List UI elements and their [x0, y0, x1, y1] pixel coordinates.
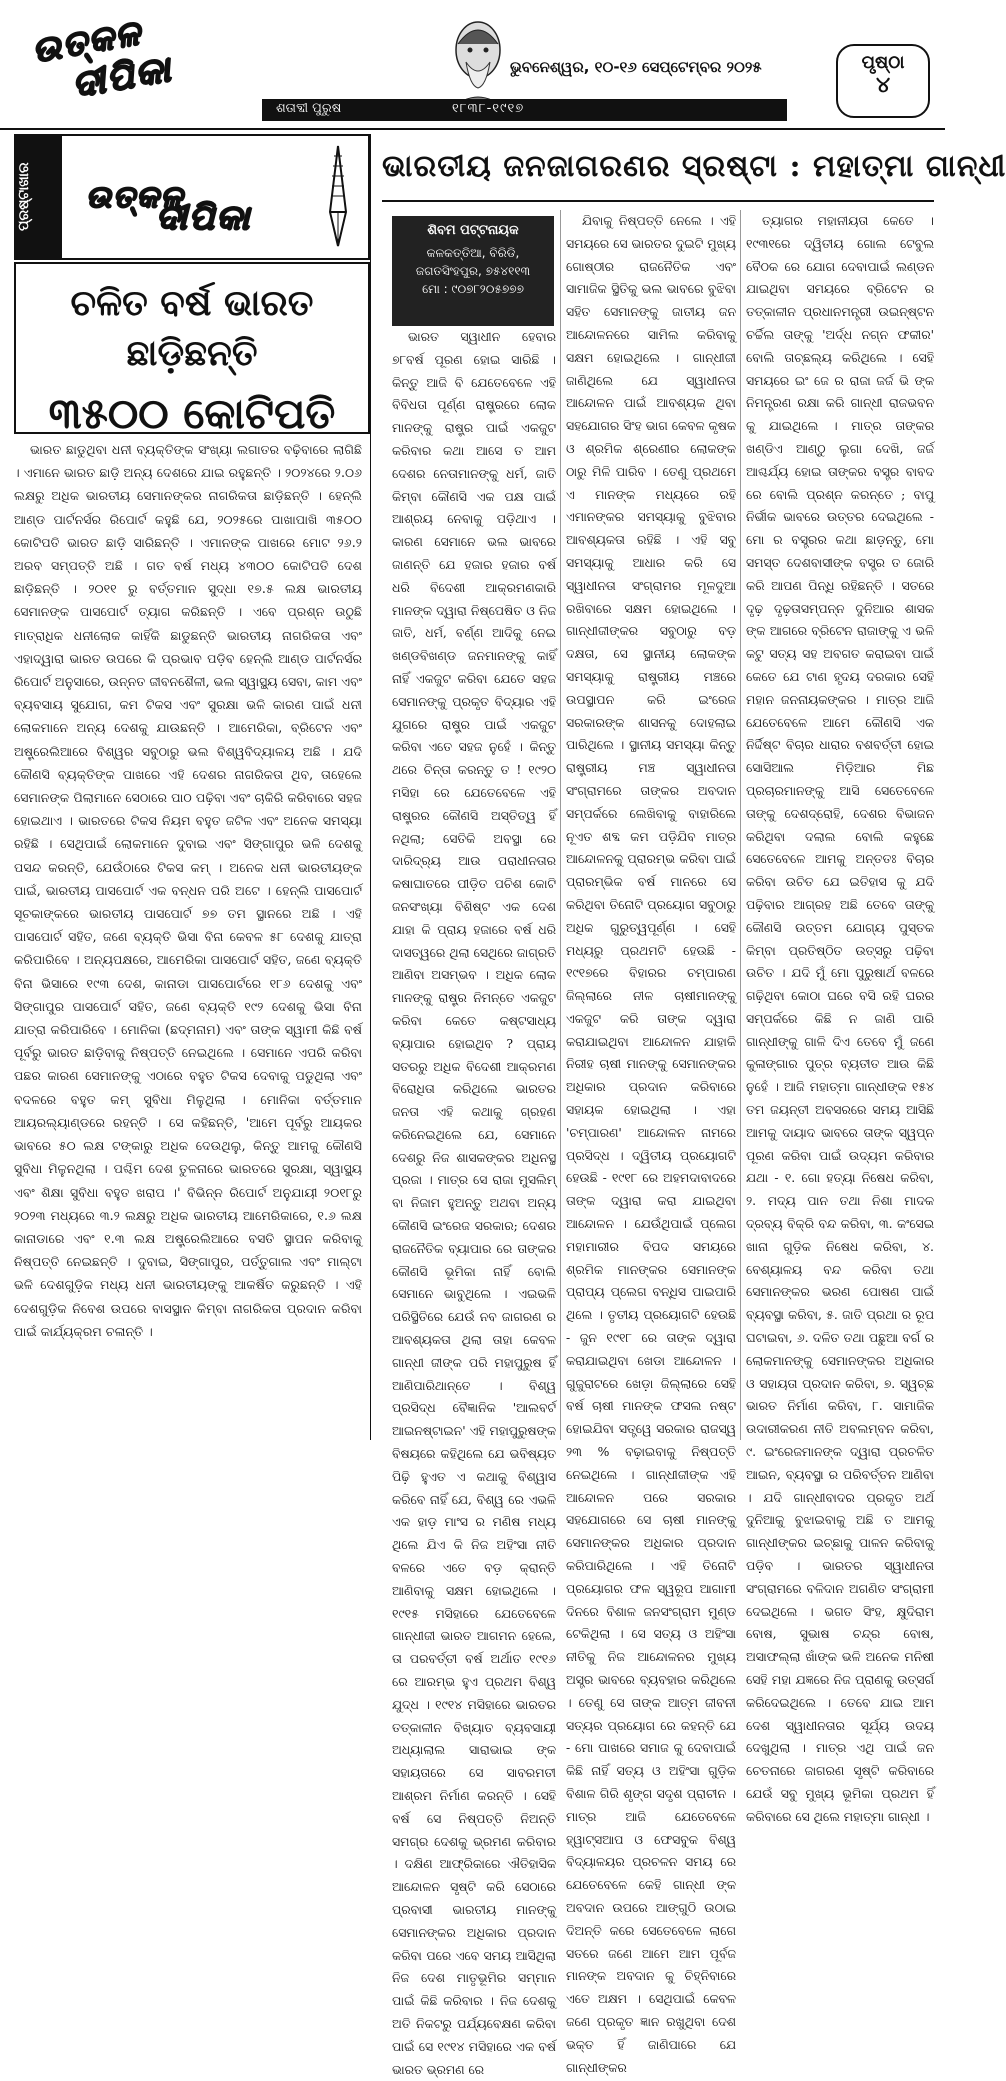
section-logo-line1: ଉତ୍କଳ — [86, 180, 185, 215]
left-headline-line1: ଚଳିତ ବର୍ଷ ଭାରତ ଛାଡ଼ିଛନ୍ତି — [70, 282, 314, 374]
dateline: ଭୁବନେଶ୍ୱର, ୧୦-୧୬ ସେପ୍ଟେମ୍ବର ୨୦୨୫ — [510, 58, 762, 76]
main-article-col2-text: ଯିବାକୁ ନିଷ୍ପତ୍ତି ନେଲେ । ଏହି ସମୟରେ ସେ ଭାରତର ଦୁଇଟି ମୁଖ୍ୟ ଗୋଷ୍ଠୀର ରାଜନୈତିକ ଏବଂ ସାମାଜିକ ସ୍ଥିତିକୁ ଭଲ ଭାବରେ ବୁଝିବା ସହିତ ସେମାନଙ୍କୁ ଜାତୀୟ ଜନ ଆନ୍ଦୋଳନରେ ସାମିଲ କରିବାକୁ ସକ୍ଷମ ହୋଇଥିଲେ । ଗାନ୍ଧୀଜୀ ଜାଣିଥିଲେ ଯେ ସ୍ୱାଧୀନତା ଆନ୍ଦୋଳନ ପାଇଁ ଆବଶ୍ୟକ ଥିବା ସହଯୋଗର ସିଂହ ଭାଗ କେବଳ କୃଷକ ଓ ଶ୍ରମିକ ଶ୍ରେଣୀର ଲୋକଙ୍କ ଠାରୁ ମିଳି ପାରିବ । ତେଣୁ ପ୍ରଥମେ ଏ ମାନଙ୍କ ମଧ୍ୟରେ ରହି ଏମାନଙ୍କର ସମସ୍ୟାକୁ ବୁଝିବାର ଆବଶ୍ୟକତା ରହିଛି । ଏହି ସବୁ ସମସ୍ୟାକୁ ଆଧାର କରି ସେ ସ୍ୱାଧୀନତା ସଂଗ୍ରାମର ମୂଳଦୁଆ ରଖିବାରେ ସକ୍ଷମ ହୋଇଥିଲେ । ଗାନ୍ଧୀଜୀଙ୍କର ସବୁଠାରୁ ବଡ଼ ଦକ୍ଷତା, ସେ ସ୍ଥାନୀୟ ଲୋକଙ୍କ ସମସ୍ୟାକୁ ରାଷ୍ଟ୍ରୀୟ ମଞ୍ଚରେ ଉପସ୍ଥାପନ କରି ଇଂରେଜ ସରକାରଙ୍କ ଶାସନକୁ ଦୋହଲାଇ ପାରିଥିଲେ । ସ୍ଥାନୀୟ ସମସ୍ୟା କିନ୍ତୁ ରାଷ୍ଟ୍ରୀୟ ମଞ୍ଚ ସ୍ୱାଧୀନତା ସଂଗ୍ରାମରେ ତାଙ୍କର ଅବଦାନ ସମ୍ପର୍କରେ ଲେଖିବାକୁ ବାହାରିଲେ ନୂଏତ ଶବ୍ଦ କମ ପଡ଼ିଯିବ ମାତ୍ର ଆନ୍ଦୋଳନକୁ ପ୍ରାରମ୍ଭ କରିବା ପାଇଁ ପ୍ରାରମ୍ଭିକ ବର୍ଷ ମାନରେ ସେ କରିଥିବା ତିନୋଟି ପ୍ରୟୋଗ ସବୁଠାରୁ ଅଧିକ ଗୁରୁତ୍ୱପୂର୍ଣ୍ଣ । ସେହି ମଧ୍ୟରୁ ପ୍ରଥମଟି ହେଉଛି - ୧୯୧୭ରେ ବିହାରର ଚମ୍ପାରଣ ଜିଲ୍ଲାରେ ନୀଳ ଚାଷୀମାନଙ୍କୁ ଏକଜୁଟ କରି ତାଙ୍କ ଦ୍ୱାରା କରାଯାଇଥିବା ଆନ୍ଦୋଳନ ଯାହାକି ନିରୀହ ଚାଷୀ ମାନଙ୍କୁ ସେମାନଙ୍କର ଅଧିକାର ପ୍ରଦାନ କରିବାରେ ସହାୟକ ହୋଇଥିଲା । ଏହା 'ଚମ୍ପାରଣ' ଆନ୍ଦୋଳନ ନାମରେ ପ୍ରସିଦ୍ଧ । ଦ୍ୱିତୀୟ ପ୍ରୟୋଗଟି ହେଉଛି - ୧୯୧୮ ରେ ଅହମଦାବାଦରେ ତାଙ୍କ ଦ୍ୱାରା କରା ଯାଇଥିବା ଆନ୍ଦୋଳନ । ଯେଉଁଥିପାଇଁ ପ୍ଲେଗ ମହାମାରୀର ବିପଦ ସମୟରେ ଶ୍ରମିକ ମାନଙ୍କର ସେମାନଙ୍କ ପ୍ରାପ୍ୟ ପ୍ଲେଗ ବନ୍ଧିସ ପାଇପାରି ଥିଲେ । ତୃତୀୟ ପ୍ରୟୋଗଟି ହେଉଛି - ଜୁନ ୧୯୧୮ ରେ ତାଙ୍କ ଦ୍ୱାରା କରାଯାଇଥିବା ଖେଡା ଆନ୍ଦୋଳନ । ଗୁଜୁରାଟରେ ଖେଡ଼ା ଜିଲ୍ଲାରେ ସେହି ବର୍ଷ ଚାଷୀ ମାନଙ୍କ ଫସଲ ନଷ୍ଟ ହୋଇଯିବା ସତ୍ତ୍ୱେ ସରକାର ରାଜସ୍ୱ ୨୩ % ବଢ଼ାଇବାକୁ ନିଷ୍ପତ୍ତି ନେଇଥିଲେ । ଗାନ୍ଧୀଜୀଙ୍କ ଏହି ଆନ୍ଦୋଳନ ପରେ ସରକାର ସହଯୋଗରେ ସେ ଚାଷୀ ମାନଙ୍କୁ ସେମାନଙ୍କର ଅଧିକାର ପ୍ରଦାନ କରିପାରିଥିଲେ । ଏହି ତିନୋଟି ପ୍ରୟୋଗର ଫଳ ସ୍ୱରୂପ ଆଗାମୀ ଦିନରେ ବିଶାଳ ଜନସଂଗ୍ରାମ ମୁଣ୍ଡ ଟେକିଥିଲା । ସେ ସତ୍ୟ ଓ ଅହିଂସା ନୀତିକୁ ନିଜ ଆନ୍ଦୋଳନର ମୁଖ୍ୟ ଅସ୍ତ୍ର ଭାବରେ ବ୍ୟବହାର କରିଥିଲେ । ତେଣୁ ସେ ତାଙ୍କ ଆତ୍ମ ଜୀବନୀ ସତ୍ୟର ପ୍ରୟୋଗ ରେ କହନ୍ତି ଯେ - ମୋ ପାଖରେ ସମାଜ କୁ ଦେବାପାଇଁ କିଛି ନାହିଁ ସତ୍ୟ ଓ ଅହିଂସା ଗୁଡ଼ିକ ବିଶାଳ ଗିରି ଶୃଙ୍ଗ ସଦୃଶ ପ୍ରାଚୀନ । ମାତ୍ର ଆଜି ଯେତେବେଳେ ହ୍ୱାଟ୍ସଆପ ଓ ଫେସବୁକ ବିଶ୍ୱ ବିଦ୍ୟାଳୟର ପ୍ରଚଳନ ସମୟ ରେ ଯେତେବେଳେ କେହି ଗାନ୍ଧୀ ଙ୍କ ଅବଦାନ ଉପରେ ଆଙ୍ଗୁଠି ଉଠାଇ ଦିଅନ୍ତି କରେ ସେତେବେଳେ ଲାଗେ ସତରେ ଜଣେ ଆମେ ଆମ ପୂର୍ବଜ ମାନଙ୍କ ଅବଦାନ କୁ ଚିହ୍ନିବାରେ ଏତେ ଅକ୍ଷମ । ସେଥିପାଇଁ କେବଳ ଜଣେ ପ୍ରକୃତ ଜ୍ଞାନ ରଖୁଥିବା ଦେଶ ଭକ୍ତ ହିଁ ଜାଣିପାରେ ଯେ ଗାନ୍ଧୀଙ୍କର — [566, 213, 736, 2075]
author-box — [392, 216, 554, 326]
masthead-logo — [12, 14, 247, 118]
tagline-left: ଶତାବ୍ଦୀ ପୁରୁଷ — [276, 101, 342, 116]
tagline-bar — [262, 99, 787, 121]
section-logo-line2: ଦୀପିକା — [156, 198, 252, 238]
page-number: ୪ — [875, 73, 891, 98]
fountain-pen-icon — [316, 142, 360, 252]
section-header — [14, 134, 370, 260]
column-divider — [370, 134, 371, 1440]
main-article-col3-text: ତ୍ୟାଗର ମହାନୀୟତା କେତେ । ୧୯୩୧ରେ ଦ୍ୱିତୀୟ ଗୋଲ ଟେବୁଲ ବୈଠକ ରେ ଯୋଗ ଦେବାପାଇଁ ଲଣ୍ଡନ ଯାଇଥିବା ସମୟରେ ବ୍ରିଟେନ ର ତତ୍କାଳୀନ ପ୍ରଧାନମନ୍ତ୍ରୀ ଉଇନ୍‌ଷ୍ଟନ ଚର୍ଚ୍ଚିଲ ତାଙ୍କୁ 'ଅର୍ଦ୍ଧ ନଗ୍ନ ଫକୀର' ବୋଲି ତାଚ୍ଛଲ୍ୟ କରିଥିଲେ । ସେହି ସମୟରେ ଇଂ ଜେ ର ରାଜା ଜର୍ଜ ଭି ଙ୍କ ନିମନ୍ତ୍ରଣ ରକ୍ଷା କରି ଗାନ୍ଧୀ ରାଜଭବନ କୁ ଯାଇଥିଲେ । ମାତ୍ର ତାଙ୍କର ଖଣ୍ଡିଏ ଆଣ୍ଠୁ ଲୁଗା ଦେଖି, ଜର୍ଜ ଆଶ୍ଚର୍ଯ୍ୟ ହୋଇ ତାଙ୍କର ବସ୍ତ୍ର ବାବଦ ରେ ବୋଲି ପ୍ରଶ୍ନ କରନ୍ତେ ; ବାପୁ ନିର୍ଭୀକ ଭାବରେ ଉତ୍ତର ଦେଇଥିଲେ - ମୋ ର ବସ୍ତ୍ରର କଥା ଛାଡ଼ନ୍ତୁ, ମୋ ସମସ୍ତ ଦେଶବାସୀଙ୍କ ବସ୍ତ୍ର ତ ଜୋରି କରି ଆପଣ ପିନ୍ଧି ରହିଛନ୍ତି । ସତରେ ଦୃଢ଼ ଦୃଢ଼ତାସମ୍ପନ୍ନ ଦୁନିଆର ଶାସକ ଙ୍କ ଆଗରେ ବ୍ରିଟେନ ରାଜାଙ୍କୁ ଏ ଭଳି କଟୁ ସତ୍ୟ ସହ ଅବଗତ କରାଇବା ପାଇଁ କେତେ ଯେ ଟାଣ ହୃଦୟ ଦରକାର ସେହି ମହାନ ଜନନାୟକଙ୍କର । ମାତ୍ର ଆଜି ଯେତେବେଳେ ଆମେ କୌଣସି ଏକ ନିର୍ଦ୍ଦିଷ୍ଟ ବିଚାର ଧାରାର ବଶବର୍ତ୍ତୀ ହୋଇ ସୋସିଆଲ ମିଡ଼ିଆର ମିଛ ପ୍ରଚାରମାନଙ୍କୁ ଆସି ସେତେବେଳେ ତାଙ୍କୁ ଦେଶଦ୍ରୋହି, ଦେଶର ବିଭାଜନ କରିଥିବା ଦଲାଲ ବୋଲି କହୁଛେ ସେତେବେଳେ ଆମକୁ ଅନ୍ତତଃ ବିଚାର କରିବା ଉଚିତ ଯେ ଇତିହାସ କୁ ଯଦି ପଢ଼ିବାର ଆଗ୍ରହ ଅଛି ତେବେ ତାଙ୍କୁ କୌଣସି ଉତ୍ତମ ଯୋଗ୍ୟ ପୁସ୍ତକ କିମ୍ବା ପ୍ରତିଷ୍ଠିତ ଉତ୍ସରୁ ପଢ଼ିବା ଉଚିତ । ଯଦି ମୁଁ ମୋ ପୁରୁଷାର୍ଥ ବଳରେ ଗଢ଼ିଥିବା କୋଠା ଘରେ ବସି ରହି ଘରର ସମ୍ପର୍କରେ କିଛି ନ ଜାଣି ପାରି ଗାନ୍ଧୀଙ୍କୁ ଗାଳି ଦିଏ ତେବେ ମୁଁ ଜଣେ କୁଳାଙ୍ଗାର ପୁତ୍ର ବ୍ୟତୀତ ଆଉ କିଛି ନୁହେଁ । ଆଜି ମହାତ୍ମା ଗାନ୍ଧୀଙ୍କ ୧୫୪ ତମ ଜୟନ୍ତୀ ଅବସରରେ ସମୟ ଆସିଛି ଆମକୁ ଦାୟାଦ ଭାବରେ ତାଙ୍କ ସ୍ୱପ୍ନ ପୂରଣ କରିବା ପାଇଁ ଉଦ୍ୟମ କରିବାର ଯଥା - ୧. ଗୋ ହତ୍ୟା ନିଷେଧ କରିବା, ୨. ମଦ୍ୟ ପାନ ତଥା ନିଶା ମାଦକ ଦ୍ରବ୍ୟ ବିକ୍ରି ବନ୍ଦ କରିବା, ୩. କଂସେଇ ଖାନା ଗୁଡ଼ିକ ନିଷେଧ କରିବା, ୪. ବେଶ୍ୟାଳୟ ବନ୍ଦ କରିବା ତଥା ସେମାନଙ୍କର ଭରଣ ପୋଷଣ ପାଇଁ ବ୍ୟବସ୍ଥା କରିବା, ୫. ଜାତି ପ୍ରଥା ର ରୂପ ଘଟାଇବା, ୬. ଦଳିତ ତଥା ପଛୁଆ ବର୍ଗ ର ଲୋକମାନଙ୍କୁ ସେମାନଙ୍କର ଅଧିକାର ଓ ସହାୟତା ପ୍ରଦାନ କରିବା, ୭. ସ୍ୱଚ୍ଛ ଭାରତ ନିର୍ମାଣ କରିବା, ୮. ସାମାଜିକ ଉଦାରୀକରଣ ନୀତି ଅବଲମ୍ବନ କରିବା, ୯. ଇଂରେଜମାନଙ୍କ ଦ୍ୱାରା ପ୍ରଚଳିତ ଆଇନ, ବ୍ୟବସ୍ଥା ର ପରିବର୍ତ୍ତନ ଆଣିବା । ଯଦି ଗାନ୍ଧୀବାଦର ପ୍ରକୃତ ଅର୍ଥ ଦୁନିଆକୁ ବୁଝାଇବାକୁ ଅଛି ତ ଆମକୁ ଗାନ୍ଧୀଙ୍କର ଇଚ୍ଛାକୁ ପାଳନ କରିବାକୁ ପଡ଼ିବ । ଭାରତର ସ୍ୱାଧୀନତା ସଂଗ୍ରାମରେ ବଳିଦାନ ଅଗଣିତ ସଂଗ୍ରାମୀ ଦେଇଥିଲେ । ଭଗତ ସିଂହ, କ୍ଷୁଦିରାମ ବୋଷ, ସୁଭାଷ ଚନ୍ଦ୍ର ବୋଷ, ଅସାଫଲ୍ଲା ଖାଁଙ୍କ ଭଳି ଅନେକ ମନିଷୀ ସେହି ମହା ଯଜ୍ଞରେ ନିଜ ପ୍ରାଣକୁ ଉତ୍ସର୍ଗ କରିଦେଇଥିଲେ । ତେବେ ଯାଇ ଆମ ଦେଶ ସ୍ୱାଧୀନତାର ସୂର୍ଯ୍ୟ ଉଦୟ ଦେଖୁଥିଲା । ମାତ୍ର ଏଥି ପାଇଁ ଜନ ଚେତନାରେ ଜାଗରଣ ସୃଷ୍ଟି କରିବାରେ ଯେଉଁ ସବୁ ମୁଖ୍ୟ ଭୂମିକା ପ୍ରଥମ ହିଁ କରିବାରେ ସେ ଥିଲେ ମହାତ୍ମା ଗାନ୍ଧୀ । — [746, 213, 934, 1824]
page-word: ପୃଷ୍ଠା — [861, 52, 905, 73]
portrait-image — [440, 10, 516, 110]
author-address-line2: ଜଗତସିଂହପୁର, ୭୫୪୧୧୩ — [415, 264, 531, 278]
main-article-headline: ଭାରତୀୟ ଜନଜାଗରଣର ସ୍ରଷ୍ଟା : ମହାତ୍ମା ଗାନ୍ଧୀ — [382, 134, 934, 202]
left-article-body — [14, 438, 362, 1438]
section-vertical-label: ପ୍ରଷ୍ଟାଖାର — [16, 136, 62, 258]
left-article-headline — [14, 262, 370, 438]
page-number-badge — [836, 44, 930, 118]
author-name: ଶିବମ ପଟ୍ଟନାୟକ — [427, 223, 519, 238]
main-article-col1-text: ଭାରତ ସ୍ୱାଧୀନ ହେବାର ୭୮ବର୍ଷ ପୂରଣ ହୋଇ ସାରିଛି । କିନ୍ତୁ ଆଜି ବି ଯେତେବେଳେ ଏହି ବିବିଧତା ପୂର୍ଣ୍ଣ ରାଷ୍ଟ୍ରରେ ଲୋକ ମାନଙ୍କୁ ରାଷ୍ଟ୍ର ପାଇଁ ଏକଜୁଟ କରିବାର କଥା ଆସେ ତ ଆମ ଦେଶର ନେତାମାନଙ୍କୁ ଧର୍ମ, ଜାତି କିମ୍ବା କୌଣସି ଏକ ପକ୍ଷ ପାଇଁ ଆଶ୍ରୟ ନେବାକୁ ପଡ଼ିଥାଏ । କାରଣ ସେମାନେ ଭଲ ଭାବରେ ଜାଣନ୍ତି ଯେ ହଜାର ହଜାର ବର୍ଷ ଧରି ବିଦେଶୀ ଆକ୍ରମଣକାରି ମାନଙ୍କ ଦ୍ୱାରା ନିଷ୍ପେଷିତ ଓ ନିଜ ଜାତି, ଧର୍ମ, ବର୍ଣ୍ଣ ଆଦିକୁ ନେଇ ଖଣ୍ଡବିଖଣ୍ଡ ଜନମାନଙ୍କୁ କାହିଁ ନାହିଁ ଏକଜୁଟ କରିବା ଯେତେ ସହଜ ସେମାନଙ୍କୁ ପ୍ରକୃତ ବିଦ୍ୟାର ଏହି ଯୁଗରେ ରାଷ୍ଟ୍ର ପାଇଁ ଏକଜୁଟ କରିବା ଏତେ ସହଜ ନୁହେଁ । କିନ୍ତୁ ଥରେ ଚିନ୍ତା କରନ୍ତୁ ତ ! ୧୯୨୦ ମସିହା ରେ ଯେତେବେଳେ ଏହି ରାଷ୍ଟ୍ରର କୌଣସି ଅସ୍ତିତ୍ୱ ହିଁ ନଥିଲା; ସେତିକି ଅବସ୍ଥା ରେ ଦାରିଦ୍ର୍ୟ ଆଉ ପରାଧୀନତାର କଷାଘାତରେ ପୀଡ଼ିତ ପଚିଶ କୋଟି ଜନସଂଖ୍ୟା ବିଶିଷ୍ଟ ଏକ ଦେଶ ଯାହା କି ପ୍ରାୟ ହଜାରେ ବର୍ଷ ଧରି ଦାସତ୍ୱରେ ଥିଲା ସେଥିରେ ଜାଗ୍ରତି ଆଣିବା ଅସମ୍ଭବ । ଅଧିକ ଲୋକ ମାନଙ୍କୁ ରାଷ୍ଟ୍ର ନିମନ୍ତେ ଏକଜୁଟ କରିବା କେତେ କଷ୍ଟସାଧ୍ୟ ବ୍ୟାପାର ହୋଇଥିବ ? ପ୍ରାୟ ସତରରୁ ଅଧିକ ବିଦେଶୀ ଆକ୍ରମଣ ବିରୋଧିତା କରିଥିଲେ ଭାରତର ଜନତା ଏହି କଥାକୁ ଗ୍ରହଣ କରିନେଇଥିଲେ ଯେ, ସେମାନେ ଦେଶରୁ ନିଜ ଶାସକଙ୍କର ଅଧିନସ୍ଥ ପ୍ରଜା । ମାତ୍ର ସେ ରାଜା ମୁସଲିମ୍ ବା ନିଜାମ ହୁଅନ୍ତୁ ଅଥବା ଅନ୍ୟ କୌଣସି ଇଂରେଜ ସରକାର; ଦେଶର ରାଜନୈତିକ ବ୍ୟାପାର ରେ ତାଙ୍କର କୌଣସି ଭୂମିକା ନାହିଁ ବୋଲି ସେମାନେ ଭାବୁଥିଲେ । ଏଇଭଳି ପରିସ୍ଥିତିରେ ଯେଉଁ ନବ ଜାଗରଣ ର ଆବଶ୍ୟକତା ଥିଲା ତାହା କେବଳ ଗାନ୍ଧୀ ଜୀଙ୍କ ପରି ମହାପୁରୁଷ ହିଁ ଆଣିପାରିଥାନ୍ତେ । ବିଶ୍ୱ ପ୍ରସିଦ୍ଧ ବୈଜ୍ଞାନିକ 'ଆଲବର୍ଟ ଆଇନଷ୍ଟାଇନ' ଏହି ମହାପୁରୁଷଙ୍କ ବିଷୟରେ କହିଥିଲେ ଯେ ଭବିଷ୍ୟତ ପିଢ଼ି ହୁଏତ ଏ କଥାକୁ ବିଶ୍ୱାସ କରିବେ ନାହିଁ ଯେ, ବିଶ୍ୱ ରେ ଏଭଳି ଏକ ହାଡ଼ ମାଂସ ର ମଣିଷ ମଧ୍ୟ ଥିଲେ ଯିଏ କି ନିଜ ଅହିଂସା ନୀତି ବଳରେ ଏତେ ବଡ଼ କ୍ରାନ୍ତି ଆଣିବାକୁ ସକ୍ଷମ ହୋଇଥିଲେ । ୧୯୧୫ ମସିହାରେ ଯେତେବେଳେ ଗାନ୍ଧୀଜୀ ଭାରତ ଆଗମନ ହେଲେ, ତା ପରବର୍ତ୍ତୀ ବର୍ଷ ଅର୍ଥାତ ୧୯୧୬ ରେ ଆରମ୍ଭ ହୁଏ ପ୍ରଥମ ବିଶ୍ୱ ଯୁଦ୍ଧ । ୧୯୧୪ ମସିହାରେ ଭାରତର ତତ୍କାଳୀନ ବିଖ୍ୟାତ ବ୍ୟବସାୟୀ ଅଧ୍ୟାଲାଲ ସାରାଭାଇ ଙ୍କ ସହାୟତାରେ ସେ ସାବରମତୀ ଆଶ୍ରମ ନିର୍ମାଣ କରନ୍ତି । ସେହି ବର୍ଷ ସେ ନିଷ୍ପତ୍ତି ନିଅନ୍ତି ସମଗ୍ର ଦେଶକୁ ଭ୍ରମଣ କରିବାର । ଦକ୍ଷିଣ ଆଫ୍ରିକାରେ ଐତିହାସିକ ଆନ୍ଦୋଳନ ସୃଷ୍ଟି କରି ସେଠାରେ ପ୍ରବାସୀ ଭାରତୀୟ ମାନଙ୍କୁ ସେମାନଙ୍କର ଅଧିକାର ପ୍ରଦାନ କରିବା ପରେ ଏବେ ସମୟ ଆସିଥିଲା ନିଜ ଦେଶ ମାତୃଭୂମିର ସମ୍ମାନ ପାଇଁ କିଛି କରିବାର । ନିଜ ଦେଶକୁ ଅତି ନିକଟରୁ ପର୍ଯ୍ୟବେକ୍ଷଣ କରିବା ପାଇଁ ସେ ୧୯୧୪ ମସିହାରେ ଏକ ବର୍ଷ ଭାରତ ଭ୍ରମଣ ରେ — [392, 329, 556, 2077]
main-article-column-3 — [746, 210, 934, 1824]
column-rule — [560, 210, 561, 1440]
masthead — [0, 0, 945, 128]
left-article-paragraph: ଭାରତ ଛାଡୁଥିବା ଧନୀ ବ୍ୟକ୍ତିଙ୍କ ସଂଖ୍ୟା ଲଗାତର ବଢ଼ିବାରେ ଲାଗିଛି । ଏମାନେ ଭାରତ ଛାଡ଼ି ଅନ୍ୟ ଦେଶରେ ଯାଇ ରହୁଛନ୍ତି । ୨୦୨୪ରେ ୨.୦୬ ଲକ୍ଷରୁ ଅଧିକ ଭାରତୀୟ ସେମାନଙ୍କର ନାଗରିକତା ଛାଡ଼ିଛନ୍ତି । ହେନ୍ଲି ଆଣ୍ଡ ପାର୍ଟନର୍ସର ରିପୋର୍ଟ କହୁଛି ଯେ, ୨୦୨୫ରେ ପାଖାପାଖି ୩୫୦୦ କୋଟିପତି ଭାରତ ଛାଡ଼ି ସାରିଛନ୍ତି । ଏମାନଙ୍କ ପାଖରେ ମୋଟ ୨୬.୨ ଅରବ ସମ୍ପତ୍ତି ଅଛି । ଗତ ବର୍ଷ ମଧ୍ୟ ୪୩୦୦ କୋଟିପତି ଦେଶ ଛାଡ଼ିଛନ୍ତି । ୨୦୧୧ ରୁ ବର୍ତ୍ତମାନ ସୁଦ୍ଧା ୧୭.୫ ଲକ୍ଷ ଭାରତୀୟ ସେମାନଙ୍କ ପାସପୋର୍ଟ ତ୍ୟାଗ କରିଛନ୍ତି । ଏବେ ପ୍ରଶ୍ନ ଉଠୁଛି ମାତ୍ରାଧିକ ଧନୀଲୋକ କାହିଁକି ଛାଡୁଛନ୍ତି ଭାରତୀୟ ନାଗରିକତା ଏବଂ ଏହାଦ୍ୱାରା ଭାରତ ଉପରେ କି ପ୍ରଭାବ ପଡ଼ିବ ହେନ୍ଲି ଆଣ୍ଡ ପାର୍ଟନର୍ସର ରିପୋର୍ଟ ଅନୁସାରେ, ଉନ୍ନତ ଜୀବନଶୈଳୀ, ଭଲ ସ୍ୱାସ୍ଥ୍ୟ ସେବା, କାମ ଏବଂ ବ୍ୟବସାୟ ସୁଯୋଗ, କମ ଟିକସ ଏବଂ ସୁରକ୍ଷା ଭଳି କାରଣ ପାଇଁ ଧନୀ ଲୋକମାନେ ଅନ୍ୟ ଦେଶକୁ ଯାଉଛନ୍ତି । ଆମେରିକା, ବ୍ରିଟେନ ଏବଂ ଅଷ୍ଟ୍ରେଲିଆରେ ବିଶ୍ୱର ସବୁଠାରୁ ଭଲ ବିଶ୍ୱବିଦ୍ୟାଳୟ ଅଛି । ଯଦି କୌଣସି ବ୍ୟକ୍ତିଙ୍କ ପାଖରେ ଏହି ଦେଶର ନାଗରିକତା ଥିବ, ତାହେଲେ ସେମାନଙ୍କ ପିଲାମାନେ ସେଠାରେ ପାଠ ପଢ଼ିବା ଏବଂ ଚାକିରି କରିବାରେ ସହଜ ହୋଇଥାଏ । ଭାରତରେ ଟିକସ ନିୟମ ବହୁତ ଜଟିଳ ଏବଂ ଅନେକ ସମସ୍ୟା ରହିଛି । ସେଥିପାଇଁ ଲୋକମାନେ ଦୁବାଇ ଏବଂ ସିଙ୍ଗାପୁର ଭଳି ଦେଶକୁ ପସନ୍ଦ କରନ୍ତି, ଯେଉଁଠାରେ ଟିକସ କମ୍ । ଅନେକ ଧନୀ ଭାରତୀୟଙ୍କ ପାଇଁ, ଭାରତୀୟ ପାସପୋର୍ଟ ଏକ ବନ୍ଧନ ପରି ଅଟେ । ହେନ୍ଲି ପାସପୋର୍ଟ ସୂଚକାଙ୍କରେ ଭାରତୀୟ ପାସପୋର୍ଟ ୭୭ ତମ ସ୍ଥାନରେ ଅଛି । ଏହି ପାସପୋର୍ଟ ସହିତ, ଜଣେ ବ୍ୟକ୍ତି ଭିସା ବିନା କେବଳ ୫୮ ଦେଶକୁ ଯାତ୍ରା କରିପାରିବେ । ଅନ୍ୟପକ୍ଷରେ, ଆମେରିକା ପାସପୋର୍ଟ ସହିତ, ଜଣେ ବ୍ୟକ୍ତି ବିନା ଭିସାରେ ୧୯୩ ଦେଶ, କାନାଡା ପାସପୋର୍ଟରେ ୧୮୬ ଦେଶକୁ ଏବଂ ସିଙ୍ଗାପୁର ପାସପୋର୍ଟ ସହିତ, ଜଣେ ବ୍ୟକ୍ତି ୧୯୨ ଦେଶକୁ ଭିସା ବିନା ଯାତ୍ରା କରିପାରିବେ । ମୋନିକା (ଛଦ୍ମନାମ) ଏବଂ ତାଙ୍କ ସ୍ୱାମୀ କିଛି ବର୍ଷ ପୂର୍ବରୁ ଭାରତ ଛାଡ଼ିବାକୁ ନିଷ୍ପତ୍ତି ନେଇଥିଲେ । ସେମାନେ ଏପରି କରିବା ପଛର କାରଣ ସେମାନଙ୍କୁ ଏଠାରେ ବହୁତ ଟିକସ ଦେବାକୁ ପଡୁଥିଲା ଏବଂ ବଦଳରେ ବହୁତ କମ୍ ସୁବିଧା ମିଳୁଥିଲା । ମୋନିକା ବର୍ତ୍ତମାନ ଆୟରଲ୍ୟାଣ୍ଡରେ ରହନ୍ତି । ସେ କହିଛନ୍ତି, 'ଆମେ ପୂର୍ବରୁ ଆୟକର ଭାବରେ ୫୦ ଲକ୍ଷ ଟଙ୍କାରୁ ଅଧିକ ଦେଉଥିଲୁ, କିନ୍ତୁ ଆମକୁ କୌଣସି ସୁବିଧା ମିଳୁନଥିଲା । ପଶ୍ଚିମ ଦେଶ ତୁଳନାରେ ଭାରତରେ ସୁରକ୍ଷା, ସ୍ୱାସ୍ଥ୍ୟ ଏବଂ ଶିକ୍ଷା ସୁବିଧା ବହୁତ ଖରାପ ।' ବିଭିନ୍ନ ରିପୋର୍ଟ ଅନୁଯାୟୀ ୨୦୧୮ରୁ ୨୦୨୩ ମଧ୍ୟରେ ୩.୨ ଲକ୍ଷରୁ ଅଧିକ ଭାରତୀୟ ଆମେରିକାରେ, ୧.୬ ଲକ୍ଷ କାନାଡାରେ ଏବଂ ୧.୩ ଲକ୍ଷ ଅଷ୍ଟ୍ରେଲିଆରେ ବସତି ସ୍ଥାପନ କରିବାକୁ ନିଷ୍ପତ୍ତି ନେଇଛନ୍ତି । ଦୁବାଇ, ସିଙ୍ଗାପୁର, ପର୍ତ୍ତୁଗାଲ ଏବଂ ମାଲ୍ଟା ଭଳି ଦେଶଗୁଡ଼ିକ ମଧ୍ୟ ଧନୀ ଭାରତୀୟଙ୍କୁ ଆକର୍ଷିତ କରୁଛନ୍ତି । ଏହି ଦେଶଗୁଡ଼ିକ ନିବେଶ ଉପରେ ବାସସ୍ଥାନ କିମ୍ବା ନାଗରିକତା ପ୍ରଦାନ କରିବା ପାଇଁ କାର୍ଯ୍ୟକ୍ରମ ଚଳାନ୍ତି । — [14, 442, 362, 1339]
author-phone: ମୋ : ୯୦୭୮୨୦୫୭୭୭ — [422, 282, 524, 296]
author-address-line1: କଳକତ୍ତିଆ, ବିରିଡି, — [426, 246, 520, 260]
masthead-logo-line2: ଦୀପିକା — [69, 47, 176, 107]
column-rule — [740, 210, 741, 1440]
left-headline-line2: ୩୫୦୦ କୋଟିପତି — [48, 389, 336, 438]
main-article-column-2 — [566, 210, 736, 2075]
masthead-rule — [0, 128, 945, 130]
masthead-logo-line1: ଉତ୍କଳ — [29, 12, 145, 72]
main-article-column-1 — [392, 326, 556, 2077]
tagline-right: ୧୮୩୮-୧୯୧୭ — [452, 101, 525, 116]
